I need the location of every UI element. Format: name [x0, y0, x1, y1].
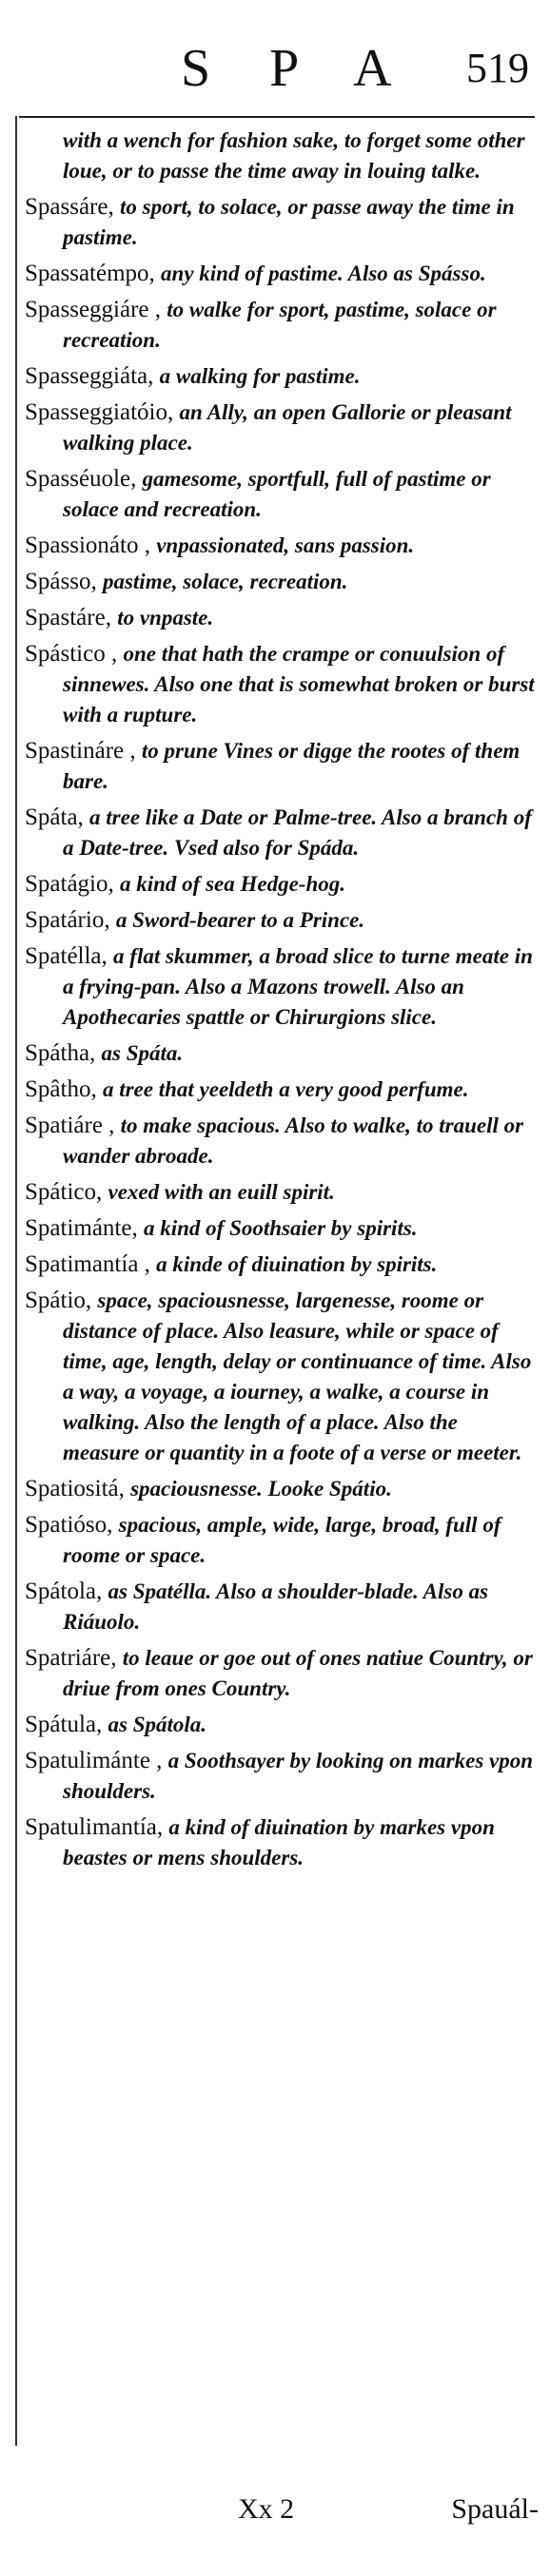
dictionary-entry	[25, 259, 535, 289]
dictionary-entry	[25, 1746, 535, 1807]
dictionary-entry	[25, 1038, 535, 1069]
dictionary-entry	[25, 736, 535, 797]
entry-headword: Spatiositá,	[25, 1476, 125, 1501]
entry-headword: Spásso,	[25, 569, 97, 594]
entry-headword: Spástico ,	[25, 641, 118, 667]
dictionary-entry	[25, 803, 535, 863]
entry-definition: pastime, solace, recreation.	[102, 570, 348, 593]
dictionary-entry	[25, 361, 535, 392]
dictionary-entry	[25, 603, 535, 633]
entry-definition: to sport, to solace, or passe away the time in pastime.	[63, 195, 515, 249]
entry-definition: vnpassionated, sans passion.	[156, 533, 415, 557]
dictionary-entry	[25, 464, 535, 525]
dictionary-entry	[25, 1111, 535, 1172]
entry-definition: one that hath the crampe or conuulsion of sinnewes. Also one that is somewhat broken or burst with a rupture.	[63, 642, 535, 726]
entry-definition: as Spátola.	[108, 1713, 207, 1736]
entry-definition: gamesome, sportfull, full of pastime or solace and recreation.	[63, 467, 491, 521]
entry-headword: Spatágio,	[25, 871, 114, 897]
entry-headword: Spasséuole,	[25, 466, 137, 492]
page-number: 519	[466, 45, 529, 91]
entry-definition: vexed with an euill spirit.	[108, 1180, 335, 1204]
dictionary-entry	[25, 905, 535, 936]
entry-definition: a flat skummer, a broad slice to turne meate in a frying-pan. Also a Mazons trowell. Also an Apothecaries spattle or Chirurgions slice.	[63, 944, 533, 1029]
dictionary-entry	[25, 1075, 535, 1105]
entry-headword: Spatimantía ,	[25, 1251, 150, 1277]
page-header	[0, 29, 550, 105]
dictionary-entry	[25, 1710, 535, 1740]
entry-headword: Spatióso,	[25, 1512, 113, 1538]
dictionary-entry	[25, 397, 535, 458]
dictionary-entry	[25, 192, 535, 253]
entry-definition: to prune Vines or digge the rootes of them bare.	[63, 739, 521, 793]
entry-list	[25, 126, 535, 1879]
entry-definition: a walking for pastime.	[159, 364, 361, 388]
dictionary-entry	[25, 1249, 535, 1280]
entry-definition: to leaue or goe out of ones natiue Country, or driue from ones Country.	[63, 1646, 533, 1700]
entry-definition: spacious, ample, wide, large, broad, full of roome or space.	[63, 1513, 501, 1567]
entry-definition: to vnpaste.	[117, 606, 214, 629]
entry-headword: Spátula,	[25, 1712, 103, 1737]
entry-definition: to make spacious. Also to walke, to trauell or wander abroade.	[63, 1114, 524, 1168]
entry-headword: Spatulimánte ,	[25, 1748, 163, 1773]
dictionary-entry	[25, 1213, 535, 1244]
entry-definition: a Soothsayer by looking on markes vpon shoulders.	[63, 1749, 534, 1803]
dictionary-entry	[25, 1643, 535, 1704]
dictionary-entry	[25, 941, 535, 1033]
entry-definition: an Ally, an open Gallorie or pleasant walking place.	[63, 400, 512, 455]
dictionary-entry	[25, 1510, 535, 1571]
entry-headword: Spasseggiáre ,	[25, 297, 162, 322]
entry-headword: Spátha,	[25, 1040, 96, 1066]
entry-headword: Spatélla,	[25, 943, 108, 969]
entry-definition: space, spaciousnesse, largenesse, roome or distance of place. Also leasure, while or space of time, age, length, delay or continuance of time. Also a way, a voyage, a iourney, a walke, a course in walking. Also the length of a place. Also the measure or quantity in a foote of a verse or meeter.	[63, 1288, 532, 1464]
entry-headword: Spáta,	[25, 804, 84, 830]
entry-headword: Spasseggiáta,	[25, 363, 154, 389]
entry-headword: Spasseggiatóio,	[25, 399, 174, 425]
entry-headword: Spastáre,	[25, 605, 111, 630]
dictionary-entry	[25, 567, 535, 597]
entry-headword: Spático,	[25, 1179, 103, 1205]
dictionary-entry	[25, 869, 535, 900]
header-rule	[19, 116, 535, 118]
entry-definition: a tree that yeeldeth a very good perfume.	[102, 1077, 469, 1101]
entry-definition: a Sword-bearer to a Prince.	[115, 908, 365, 932]
dictionary-entry	[25, 126, 535, 186]
dictionary-entry	[25, 1286, 535, 1468]
entry-headword: Spassionáto ,	[25, 533, 150, 558]
dictionary-entry	[25, 639, 535, 730]
page-footer	[0, 2493, 550, 2550]
entry-headword: Spátola,	[25, 1579, 103, 1604]
entry-definition: any kind of pastime. Also as Spásso.	[161, 261, 486, 285]
entry-definition: a kind of sea Hedge-hog.	[120, 872, 346, 896]
entry-definition: a kinde of diuination by spirits.	[156, 1252, 438, 1276]
dictionary-entry	[25, 1177, 535, 1208]
entry-headword: Spassatémpo,	[25, 261, 155, 286]
entry-headword: Spatiáre ,	[25, 1113, 115, 1138]
column-rule	[15, 116, 17, 2446]
dictionary-entry	[25, 1812, 535, 1873]
entry-definition: with a wench for fashion sake, to forget some other loue, or to passe the time away in louing talke.	[63, 128, 525, 183]
entry-headword: Spátio,	[25, 1288, 92, 1313]
entry-headword: Spatulimantía,	[25, 1814, 164, 1840]
signature-mark: Xx 2	[238, 2493, 295, 2525]
running-head: SPA	[181, 39, 451, 98]
entry-definition: a tree like a Date or Palme-tree. Also a branch of a Date-tree. Vsed also for Spáda.	[63, 805, 532, 860]
entry-definition: as Spatélla. Also a shoulder-blade. Also as Riáuolo.	[63, 1579, 489, 1634]
catchword: Spauál-	[451, 2493, 539, 2525]
entry-headword: Spastináre ,	[25, 738, 136, 764]
entry-definition: a kind of diuination by markes vpon beastes or mens shoulders.	[63, 1815, 495, 1869]
entry-headword: Spassáre,	[25, 194, 114, 220]
entry-headword: Spâtho,	[25, 1076, 97, 1102]
entry-headword: Spatriáre,	[25, 1645, 117, 1671]
dictionary-entry	[25, 1577, 535, 1637]
entry-headword: Spatimánte,	[25, 1215, 138, 1241]
entry-headword: Spatário,	[25, 907, 110, 933]
entry-definition: as Spáta.	[101, 1041, 184, 1065]
dictionary-entry	[25, 295, 535, 356]
entry-definition: spaciousnesse. Looke Spátio.	[130, 1477, 392, 1501]
entry-definition: a kind of Soothsaier by spirits.	[143, 1216, 418, 1240]
entry-definition: to walke for sport, pastime, solace or recreation.	[63, 298, 497, 352]
dictionary-entry	[25, 531, 535, 561]
dictionary-entry	[25, 1474, 535, 1504]
